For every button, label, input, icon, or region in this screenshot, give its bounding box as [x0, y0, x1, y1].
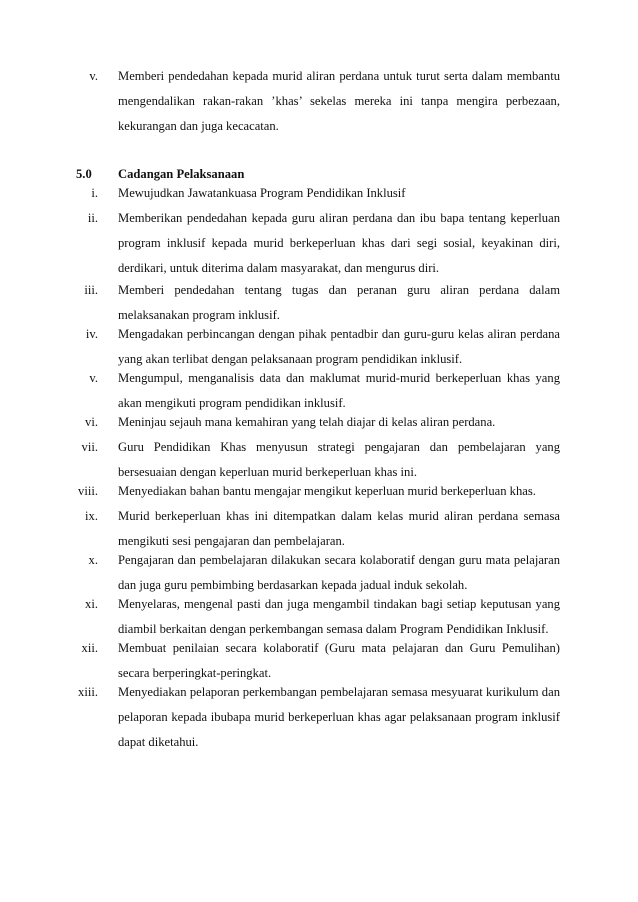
list-text: Meninjau sejauh mana kemahiran yang telah diajar di kelas aliran perdana. — [118, 415, 496, 429]
list-text: Memberi pendedahan kepada murid aliran perdana untuk turut serta dalam membantu mengendalikan rakan-rakan ’khas’ sekelas mereka ini tanpa mengira perbezaan, kekurangan dan juga kecacatan. — [118, 69, 560, 133]
list-text: Pengajaran dan pembelajaran dilakukan secara kolaboratif dengan guru mata pelajaran dan juga guru pembimbing berdasarkan kepada jadual induk sekolah. — [118, 553, 560, 592]
list-text: Memberi pendedahan tentang tugas dan peranan guru aliran perdana dalam melaksanakan program inklusif. — [118, 283, 560, 322]
list-number: v. — [89, 69, 98, 83]
list-number: xiii. — [78, 685, 98, 699]
section-number: 5.0 — [76, 167, 92, 181]
list-text: Membuat penilaian secara kolaboratif (Guru mata pelajaran dan Guru Pemulihan) secara berperingkat-peringkat. — [118, 641, 560, 680]
list-number: ii. — [87, 211, 98, 225]
list-number: iv. — [85, 327, 98, 341]
list-text: Menyediakan bahan bantu mengajar mengikut keperluan murid berkeperluan khas. — [118, 484, 536, 498]
list-number: v. — [89, 371, 98, 385]
list-text: Guru Pendidikan Khas menyusun strategi pengajaran dan pembelajaran yang bersesuaian dengan keperluan murid berkeperluan khas ini. — [118, 440, 560, 479]
list-text: Mengumpul, menganalisis data dan maklumat murid-murid berkeperluan khas yang akan mengikuti program pendidikan inklusif. — [118, 371, 560, 410]
list-number: xi. — [85, 597, 98, 611]
list-number: viii. — [78, 484, 98, 498]
list-number: iii. — [84, 283, 98, 297]
list-number: x. — [88, 553, 98, 567]
list-number: ix. — [85, 509, 98, 523]
section-title: Cadangan Pelaksanaan — [118, 167, 245, 181]
list-number: vi. — [85, 415, 98, 429]
list-text: Mewujudkan Jawatankuasa Program Pendidikan Inklusif — [118, 186, 406, 200]
list-text: Mengadakan perbincangan dengan pihak pentadbir dan guru-guru kelas aliran perdana yang akan terlibat dengan pelaksanaan program pendidikan inklusif. — [118, 327, 560, 366]
list-number: i. — [91, 186, 98, 200]
list-text: Menyelaras, mengenal pasti dan juga mengambil tindakan bagi setiap keputusan yang diambil berkaitan dengan perkembangan semasa dalam Program Pendidikan Inklusif. — [118, 597, 560, 636]
list-number: vii. — [81, 440, 98, 454]
list-number: xii. — [81, 641, 98, 655]
list-text: Murid berkeperluan khas ini ditempatkan dalam kelas murid aliran perdana semasa mengikuti sesi pengajaran dan pembelajaran. — [118, 509, 560, 548]
list-text: Menyediakan pelaporan perkembangan pembelajaran semasa mesyuarat kurikulum dan pelaporan kepada ibubapa murid berkeperluan khas agar pelaksanaan program inklusif dapat diketahui. — [118, 685, 560, 749]
list-text: Memberikan pendedahan kepada guru aliran perdana dan ibu bapa tentang keperluan program inklusif kepada murid berkeperluan khas dari segi sosial, keyakinan diri, derdikari, untuk diterima dalam masyarakat, dan mengurus diri. — [118, 211, 560, 275]
